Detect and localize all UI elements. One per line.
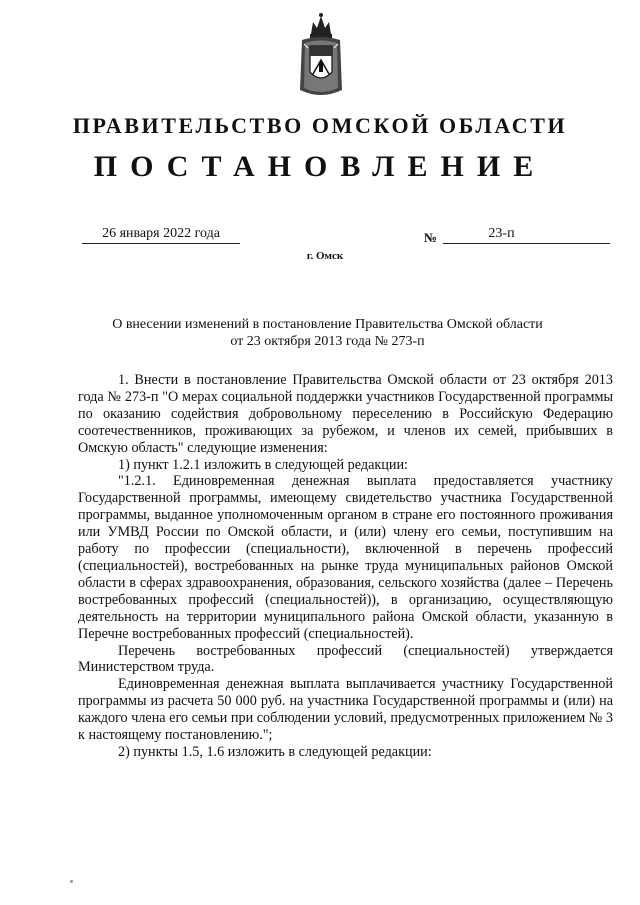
document-subject (60, 316, 595, 350)
organization-title: ПРАВИТЕЛЬСТВО ОМСКОЙ ОБЛАСТИ (72, 113, 568, 138)
coat-of-arms-emblem (298, 8, 344, 100)
body-paragraph: Единовременная денежная выплата выплачивается участнику Государственной программы из расчета 50 000 руб. на участника Государственной программы и (или) на каждого члена его семьи при соблюдении условий, предусмотренных приложением № 3 к настоящему постановлению."; (78, 676, 613, 744)
document-body (78, 372, 613, 761)
document-date (82, 226, 240, 244)
date-text: 26 января 2022 года (102, 226, 220, 241)
body-paragraph: 1) пункт 1.2.1 изложить в следующей редакции: (118, 456, 408, 473)
body-paragraph: 1. Внести в постановление Правительства Омской области от 23 октября 2013 года № 273-п "О мерах социальной поддержки участников Государственной программы по оказанию содействия добровольному переселению в Российскую Федерацию соотечественников, проживающих за рубежом, и членов их семей, прибывших в Омскую область" следующие изменения: (78, 372, 613, 456)
document-type-heading: ПОСТАНОВЛЕНИЕ (93, 150, 547, 183)
body-paragraph: "1.2.1. Единовременная денежная выплата предоставляется участнику Государственной программы, имеющему свидетельство участника Государственной программы, выданное уполномоченным органом в стране его постоянного проживания или УМВД России по Омской области, и (или) члену его семьи, поступившим на работу по профессии (специальности), включенной в перечень профессий (специальностей), востребованных на рынке труда муниципальных районов Омской области в сферах здравоохранения, образования, сельского хозяйства (далее – Перечень востребованных профессий (специальностей)), в организацию, осуществляющую деятельность на территории муниципального района Омской области, указанную в Перечне востребованных профессий (специальностей). (78, 473, 613, 642)
document-number (443, 226, 610, 244)
number-label: № (424, 230, 438, 245)
scan-speck (70, 880, 73, 883)
subject-line-1: О внесении изменений в постановление Правительства Омской области (112, 317, 543, 332)
number-text: 23-п (488, 226, 515, 241)
subject-line-2: от 23 октября 2013 года № 273-п (230, 334, 425, 349)
body-paragraph: Перечень востребованных профессий (специальностей) утверждается Министерством труда. (78, 642, 613, 676)
city-label: г. Омск (306, 250, 344, 262)
body-paragraph: 2) пункты 1.5, 1.6 изложить в следующей редакции: (118, 743, 432, 760)
